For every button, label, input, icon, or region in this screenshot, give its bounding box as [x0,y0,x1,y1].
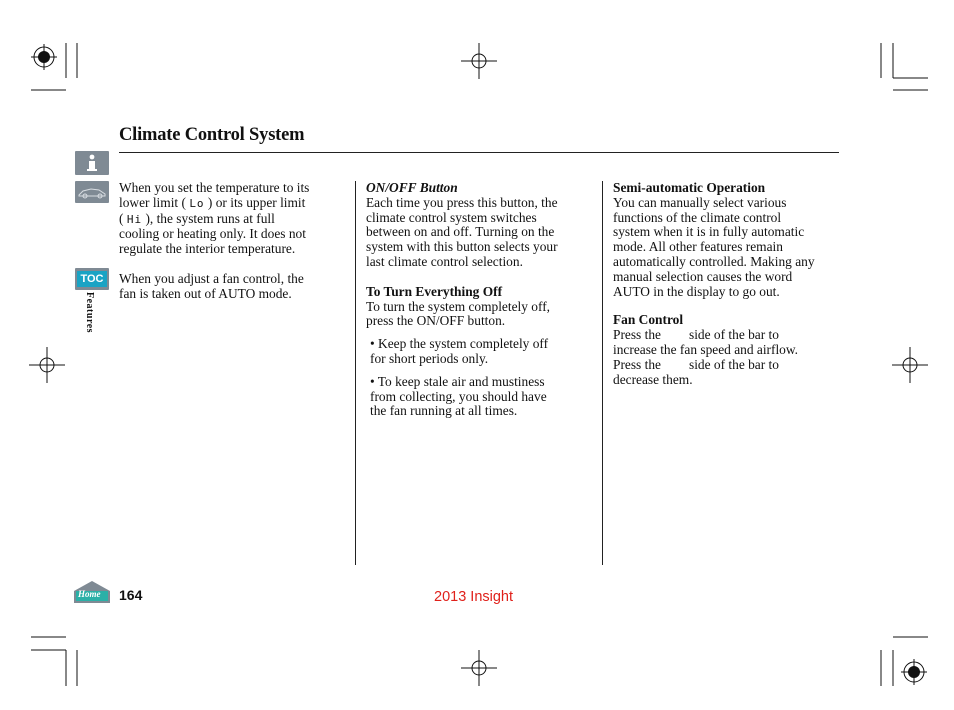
col2-line: press the ON/OFF button. [366,313,506,329]
col1-text: lower limit ( [119,194,186,210]
semi-auto-heading: Semi-automatic Operation [613,180,766,195]
col3-text: Press the [613,327,661,343]
col3-line: decrease them. [613,371,693,387]
hi-symbol: Hi [126,212,143,226]
col1-text: ( [119,210,124,226]
model-name: 2013 Insight [434,589,514,605]
page-number: 164 [119,587,143,603]
col1-text: ), the system runs at full [145,210,275,226]
home-label: Home [78,589,101,599]
col2-line: last climate control selection. [366,253,523,269]
column-divider-2 [602,181,603,565]
car-glyph-icon [75,181,109,203]
section-label: Features [84,292,95,334]
bullet-item [366,337,596,367]
column-divider-1 [355,181,356,565]
col2-line: Each time you press this button, the [366,194,558,210]
info-glyph-icon [75,151,109,175]
fan-control-heading: Fan Control [613,312,684,328]
col3-line [613,358,843,373]
col1-line: fan is taken out of AUTO mode. [119,285,292,301]
col3-line: AUTO in the display to go out. [613,283,780,299]
bullet-line: • Keep the system completely off [370,336,549,352]
bullet-line: • To keep stale air and mustiness [370,373,545,389]
bullet-line: the fan running at all times. [370,403,518,419]
col2-line: To turn the system completely off, [366,298,551,314]
col3-line: system when it is in fully automatic [613,224,805,240]
bullet-line: for short periods only. [370,350,489,366]
col2-line: system with this button selects your [366,239,558,255]
col1-line: When you set the temperature to its [119,180,310,195]
col1-text: ) or its upper limit [207,194,306,210]
onoff-heading: ON/OFF Button [366,180,458,195]
home-button[interactable] [74,581,110,603]
col1-line: When you adjust a fan control, the [119,270,304,286]
bullet-line: from collecting, you should have [370,388,547,404]
bullet-item [366,375,596,419]
toc-badge [77,271,107,287]
col3-line [613,328,843,343]
col2-line: between on and off. Turning on the [366,224,555,240]
column-1 [119,181,347,302]
turn-off-heading: To Turn Everything Off [366,283,503,299]
page-title: Climate Control System [119,125,305,145]
col3-line: increase the fan speed and airflow. [613,341,799,357]
col1-line: regulate the interior temperature. [119,241,296,257]
col1-line [119,196,347,212]
column-2 [366,181,596,419]
col3-text: side of the bar to [688,327,779,343]
car-icon[interactable] [75,181,109,203]
column-3 [613,181,843,387]
col3-line: functions of the climate control [613,209,782,225]
col3-line: automatically controlled. Making any [613,253,815,269]
col3-line: mode. All other features remain [613,239,783,255]
col3-text: Press the [613,356,661,372]
info-icon[interactable] [75,151,109,175]
col3-line: You can manually select various [613,194,787,210]
col3-line: manual selection causes the word [613,268,793,284]
toc-label: TOC [80,273,104,285]
lo-symbol: Lo [189,196,205,210]
col2-line: climate control system switches [366,209,537,225]
toc-button[interactable] [75,268,109,290]
col3-text: side of the bar to [688,356,779,372]
col1-line: cooling or heating only. It does not [119,226,306,242]
title-rule [119,152,839,153]
col1-line [119,212,347,228]
